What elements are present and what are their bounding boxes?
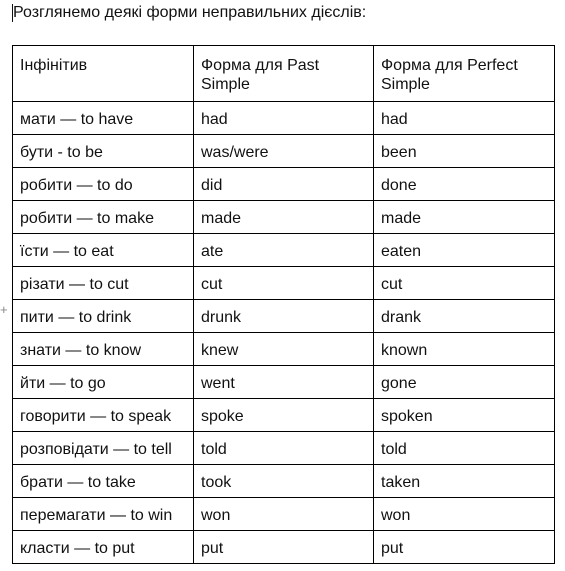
cell-past-simple: told [194, 432, 374, 465]
cell-past-simple: had [194, 102, 374, 135]
cell-perfect-simple: drank [374, 300, 555, 333]
cell-perfect-simple: made [374, 201, 555, 234]
cell-perfect-simple: eaten [374, 234, 555, 267]
cell-past-simple: drunk [194, 300, 374, 333]
cell-past-simple: made [194, 201, 374, 234]
cell-past-simple: knew [194, 333, 374, 366]
table-row [13, 102, 555, 135]
cell-past-simple: did [194, 168, 374, 201]
cell-infinitive: їсти — to eat [13, 234, 194, 267]
cell-past-simple: took [194, 465, 374, 498]
cell-past-simple: spoke [194, 399, 374, 432]
cell-infinitive: пити — to drink [13, 300, 194, 333]
table-row [13, 300, 555, 333]
cell-past-simple: went [194, 366, 374, 399]
cell-infinitive: брати — to take [13, 465, 194, 498]
table-row [13, 135, 555, 168]
cell-past-simple: won [194, 498, 374, 531]
cell-past-simple: cut [194, 267, 374, 300]
irregular-verbs-table [12, 45, 555, 564]
table-row [13, 531, 555, 564]
cell-perfect-simple: put [374, 531, 555, 564]
header-perfect-simple: Форма для Perfect Simple [374, 46, 555, 102]
table-row [13, 234, 555, 267]
cell-perfect-simple: won [374, 498, 555, 531]
cell-perfect-simple: taken [374, 465, 555, 498]
cell-perfect-simple: gone [374, 366, 555, 399]
cell-infinitive: мати — to have [13, 102, 194, 135]
margin-plus-icon: + [0, 302, 8, 317]
cell-past-simple: ate [194, 234, 374, 267]
cell-infinitive: розповідати — to tell [13, 432, 194, 465]
table-row [13, 432, 555, 465]
table-row [13, 366, 555, 399]
cell-perfect-simple: done [374, 168, 555, 201]
cell-past-simple: put [194, 531, 374, 564]
cell-infinitive: говорити — to speak [13, 399, 194, 432]
header-past-simple: Форма для Past Simple [194, 46, 374, 102]
intro-paragraph: Розглянемо деякі форми неправильних дієслів: [13, 4, 367, 21]
table-row [13, 498, 555, 531]
cell-infinitive: бути - to be [13, 135, 194, 168]
cell-perfect-simple: told [374, 432, 555, 465]
cell-past-simple: was/were [194, 135, 374, 168]
table-row [13, 168, 555, 201]
cell-perfect-simple: spoken [374, 399, 555, 432]
cell-infinitive: класти — to put [13, 531, 194, 564]
cell-infinitive: робити — to do [13, 168, 194, 201]
cell-infinitive: перемагати — to win [13, 498, 194, 531]
cell-perfect-simple: been [374, 135, 555, 168]
table-row [13, 399, 555, 432]
table-row [13, 267, 555, 300]
cell-perfect-simple: cut [374, 267, 555, 300]
table-header-row [13, 46, 555, 102]
header-infinitive: Інфінітив [13, 46, 194, 102]
cell-perfect-simple: known [374, 333, 555, 366]
table-row [13, 465, 555, 498]
cell-infinitive: знати — to know [13, 333, 194, 366]
cell-perfect-simple: had [374, 102, 555, 135]
cell-infinitive: різати — to cut [13, 267, 194, 300]
cell-infinitive: робити — to make [13, 201, 194, 234]
cell-infinitive: йти — to go [13, 366, 194, 399]
table-row [13, 333, 555, 366]
table-row [13, 201, 555, 234]
